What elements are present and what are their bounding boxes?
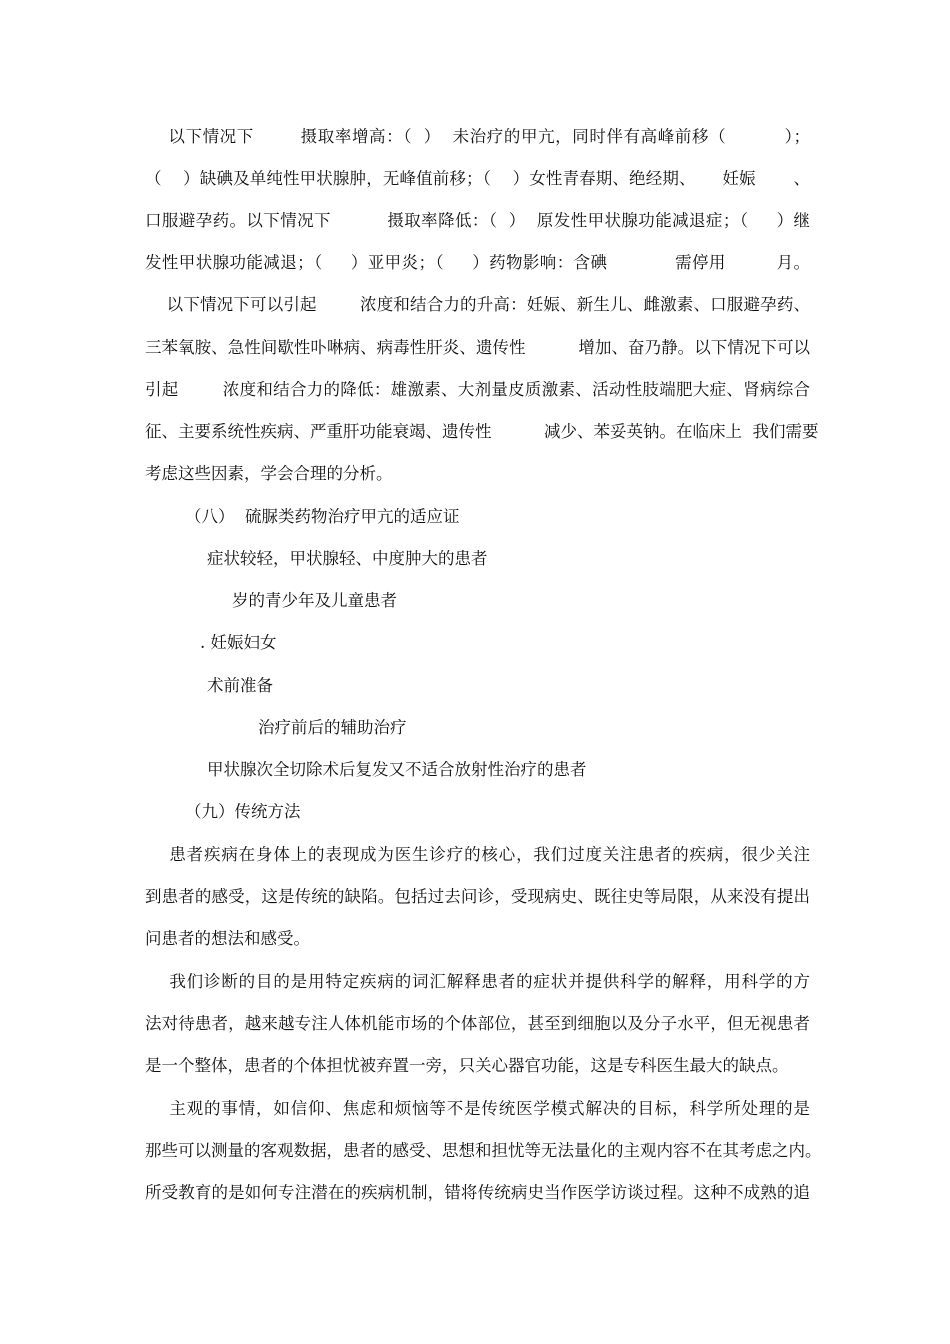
text-line: 法对待患者，越来越专注人体机能市场的个体部位，甚至到细胞以及分子水平，但无视患者: [145, 1014, 810, 1033]
text-line: （ ）缺碘及单纯性甲状腺肿，无峰值前移；（ ）女性青春期、绝经期、 妊娠 、: [145, 169, 810, 188]
text-line: 以下情况下可以引起 浓度和结合力的升高：妊娠、新生儿、雌激素、口服避孕药、: [145, 295, 810, 314]
section-heading: （九）传统方法: [185, 802, 301, 821]
text-line: 三苯氧胺、急性间歇性卟啉病、病毒性肝炎、遗传性 增加、奋乃静。以下情况下可以: [145, 338, 810, 357]
text-line: 主观的事情，如信仰、焦虑和烦恼等不是传统医学模式解决的目标，科学所处理的是: [145, 1099, 810, 1118]
list-item: 甲状腺次全切除术后复发又不适合放射性治疗的患者: [207, 760, 587, 779]
list-item: . 妊娠妇女: [200, 633, 277, 652]
text-line: 考虑这些因素，学会合理的分析。: [145, 464, 393, 483]
list-item: 治疗前后的辅助治疗: [258, 718, 407, 737]
text-line: 问患者的想法和感受。: [145, 929, 310, 948]
text-line: 是一个整体，患者的个体担忧被弃置一旁，只关心器官功能，这是专科医生最大的缺点。: [145, 1056, 789, 1075]
text-line: 征、主要系统性疾病、严重肝功能衰竭、遗传性 减少、苯妥英钠。在临床上 我们需要: [145, 422, 819, 441]
text-line: 患者疾病在身体上的表现成为医生诊疗的核心，我们过度关注患者的疾病，很少关注: [145, 845, 810, 864]
text-line: 我们诊断的目的是用特定疾病的词汇解释患者的症状并提供科学的解释，用科学的方: [145, 972, 810, 991]
text-line: 到患者的感受，这是传统的缺陷。包括过去问诊，受现病史、既往史等局限，从来没有提出: [145, 887, 810, 906]
text-line: 口服避孕药。以下情况下 摄取率降低：（ ） 原发性甲状腺功能减退症；（ ）继: [145, 211, 810, 230]
list-item: 症状较轻，甲状腺轻、中度肿大的患者: [207, 549, 488, 568]
list-item: 岁的青少年及儿童患者: [232, 591, 397, 610]
section-heading: （八） 硫脲类药物治疗甲亢的适应证: [185, 507, 460, 526]
text-line: 发性甲状腺功能减退；（ ）亚甲炎；（ ）药物影响：含碘 需停用 月。: [145, 253, 810, 272]
text-line: 那些可以测量的客观数据，患者的感受、思想和担忧等无法量化的主观内容不在其考虑之内。: [145, 1141, 822, 1160]
list-item: 术前准备: [207, 676, 273, 695]
text-line: 引起 浓度和结合力的降低：雄激素、大剂量皮质激素、活动性肢端肥大症、肾病综合: [145, 380, 810, 399]
text-line: 以下情况下 摄取率增高：（ ） 未治疗的甲亢，同时伴有高峰前移（ ）；: [145, 127, 810, 146]
text-line: 所受教育的是如何专注潜在的疾病机制，错将传统病史当作医学访谈过程。这种不成熟的追: [145, 1183, 810, 1202]
